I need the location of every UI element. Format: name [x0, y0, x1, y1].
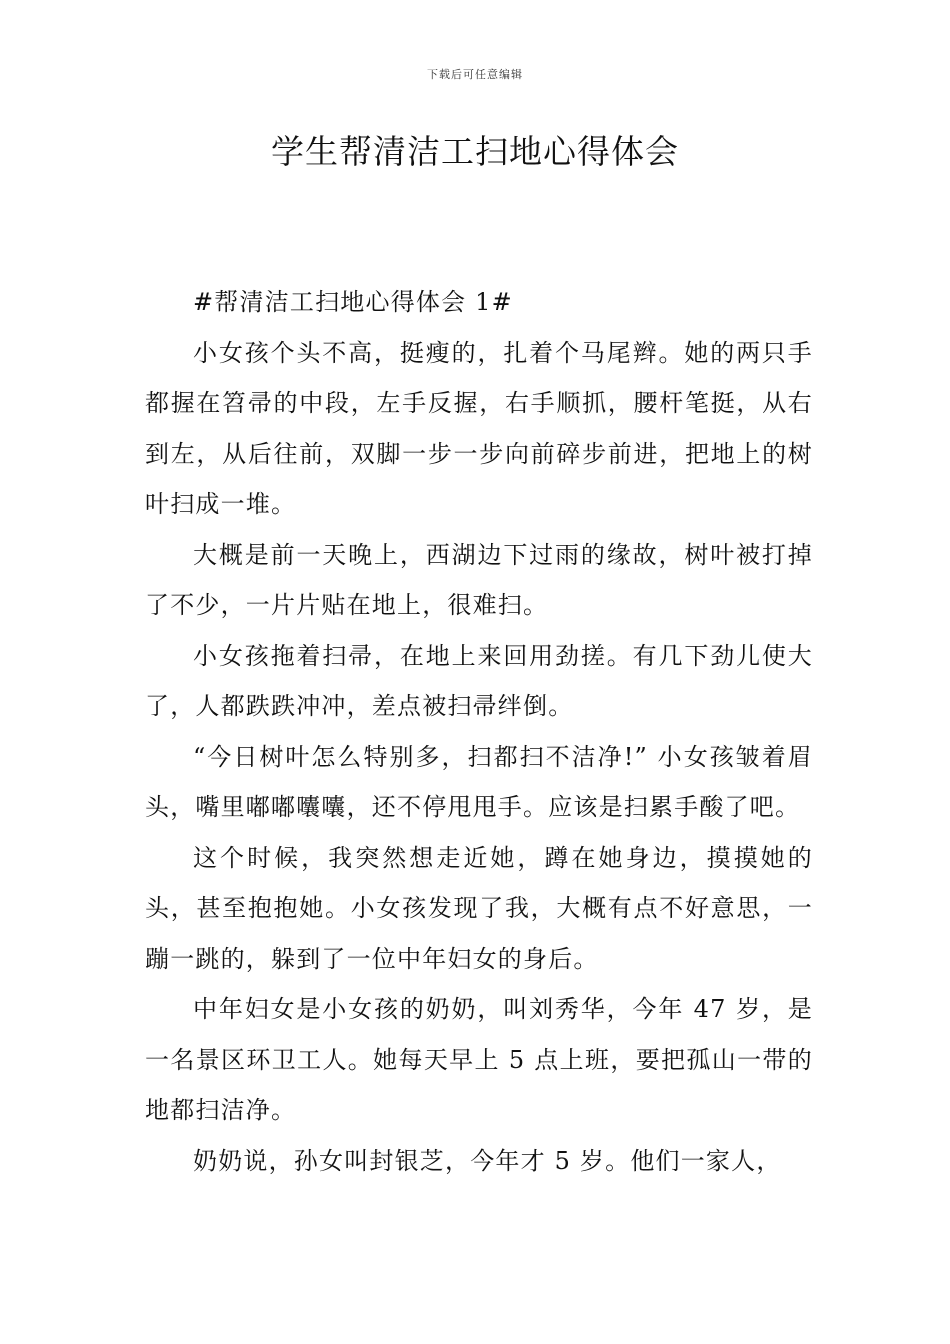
document-title: 学生帮清洁工扫地心得体会 — [271, 132, 679, 171]
paragraph: 小女孩个头不高，挺瘦的，扎着个马尾辫。她的两只手都握在笤帚的中段，左手反握，右手顺抓，腰杆笔挺，从右到左，从后往前，双脚一步一步向前碎步前进，把地上的树叶扫成一堆。 — [145, 338, 813, 518]
paragraph: 小女孩拖着扫帚，在地上来回用劲搓。有几下劲儿使大了，人都跌跌冲冲，差点被扫帚绊倒。 — [145, 641, 813, 720]
paragraph: 这个时候，我突然想走近她，蹲在她身边，摸摸她的头，甚至抱抱她。小女孩发现了我，大概有点不好意思，一蹦一跳的，躲到了一位中年妇女的身后。 — [145, 843, 813, 973]
paragraph: 奶奶说，孙女叫封银芝，今年才 5 岁。他们一家人， — [193, 1146, 782, 1175]
paragraph: 中年妇女是小女孩的奶奶，叫刘秀华，今年 47 岁，是一名景区环卫工人。她每天早上 5 点上班，要把孤山一带的地都扫洁净。 — [145, 995, 813, 1124]
paragraph: “今日树叶怎么特别多，扫都扫不洁净!” 小女孩皱着眉头，嘴里嘟嘟囔囔，还不停甩甩手。应该是扫累手酸了吧。 — [145, 742, 813, 821]
paragraph: 大概是前一天晚上，西湖边下过雨的缘故，树叶被打掉了不少，一片片贴在地上，很难扫。 — [145, 540, 813, 619]
document-body — [145, 277, 813, 1186]
section-heading: #帮清洁工扫地心得体会 1# — [193, 288, 513, 316]
header-note: 下载后可任意编辑 — [427, 68, 523, 81]
